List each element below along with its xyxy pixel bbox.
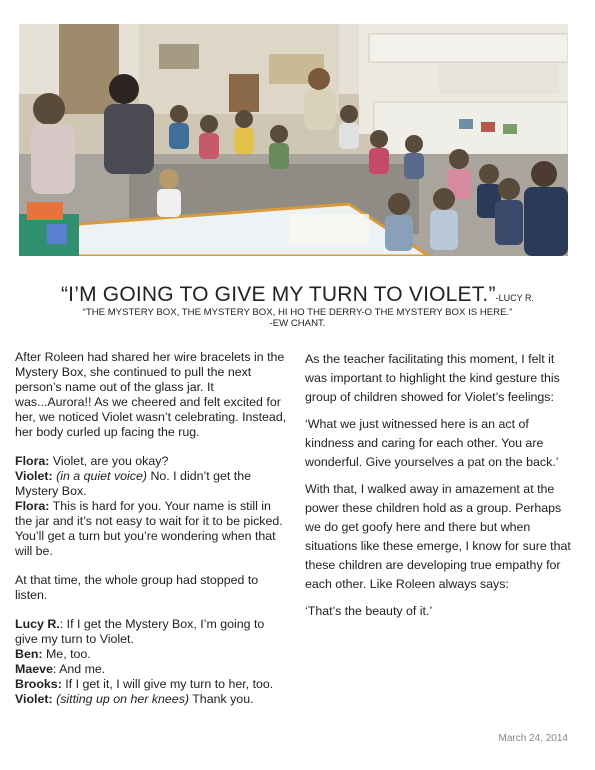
story-intro: After Roleen had shared her wire bracelets in the Mystery Box, she continued to pull the next person’s name out of the glass jar. It was...Aurora!! As we cheered and felt excited for her, we noticed Violet wasn’t celebrating. Instead, her body curled up facing the rug.	[15, 350, 287, 439]
dialogue-line: Brooks: If I get it, I will give my turn to her, too.	[15, 677, 274, 691]
dialogue-line: Ben: Me, too.	[15, 647, 91, 661]
dialogue-line: Violet: (sitting up on her knees) Thank you.	[15, 692, 254, 706]
headline-quote: “I’M GOING TO GIVE MY TURN TO VIOLET.”	[60, 283, 496, 306]
reflection-paragraph: As the teacher facilitating this moment, I felt it was important to highlight the kind gesture this group of children showed for Violet’s feelings:	[305, 352, 560, 404]
story-middle: At that time, the whole group had stopped to listen.	[15, 573, 259, 602]
chant-caption	[0, 307, 595, 329]
dialogue-line: Maeve: And me.	[15, 662, 106, 676]
headline	[0, 283, 595, 307]
dialogue-line: Flora: Violet, are you okay?	[15, 454, 169, 468]
dialogue-line: Lucy R.: If I get the Mystery Box, I’m going to give my turn to Violet.	[15, 617, 265, 646]
closing-quote: ‘That’s the beauty of it.’	[305, 604, 433, 618]
chant-attribution: -EW CHANT.	[269, 318, 326, 329]
document-date: March 24, 2014	[498, 733, 568, 744]
chant-line: “THE MYSTERY BOX, THE MYSTERY BOX, HI HO THE DERRY-O THE MYSTERY BOX IS HERE.”	[82, 307, 513, 318]
reflection-paragraph: With that, I walked away in amazement at the power these children hold as a group. Perhaps we do get goofy here and there but when situations like these emerge, I know for sure that these children are developing true empathy for each other. Like Roleen always says:	[305, 482, 571, 591]
story-left-column	[15, 350, 290, 707]
dialogue-line: Flora: This is hard for you. Your name is still in the jar and it’s not easy to wait for it to be picked. You’ll get a turn but you’re wondering when that will be.	[15, 499, 283, 558]
dialogue-line: Violet: (in a quiet voice) No. I didn’t get the Mystery Box.	[15, 469, 252, 498]
headline-attribution: -LUCY R.	[495, 293, 535, 303]
teacher-quote: ‘What we just witnessed here is an act of kindness and caring for each other. You are wonderful. Give yourselves a pat on the back.’	[305, 417, 559, 469]
classroom-photo	[19, 24, 568, 256]
story-right-column	[305, 350, 573, 629]
